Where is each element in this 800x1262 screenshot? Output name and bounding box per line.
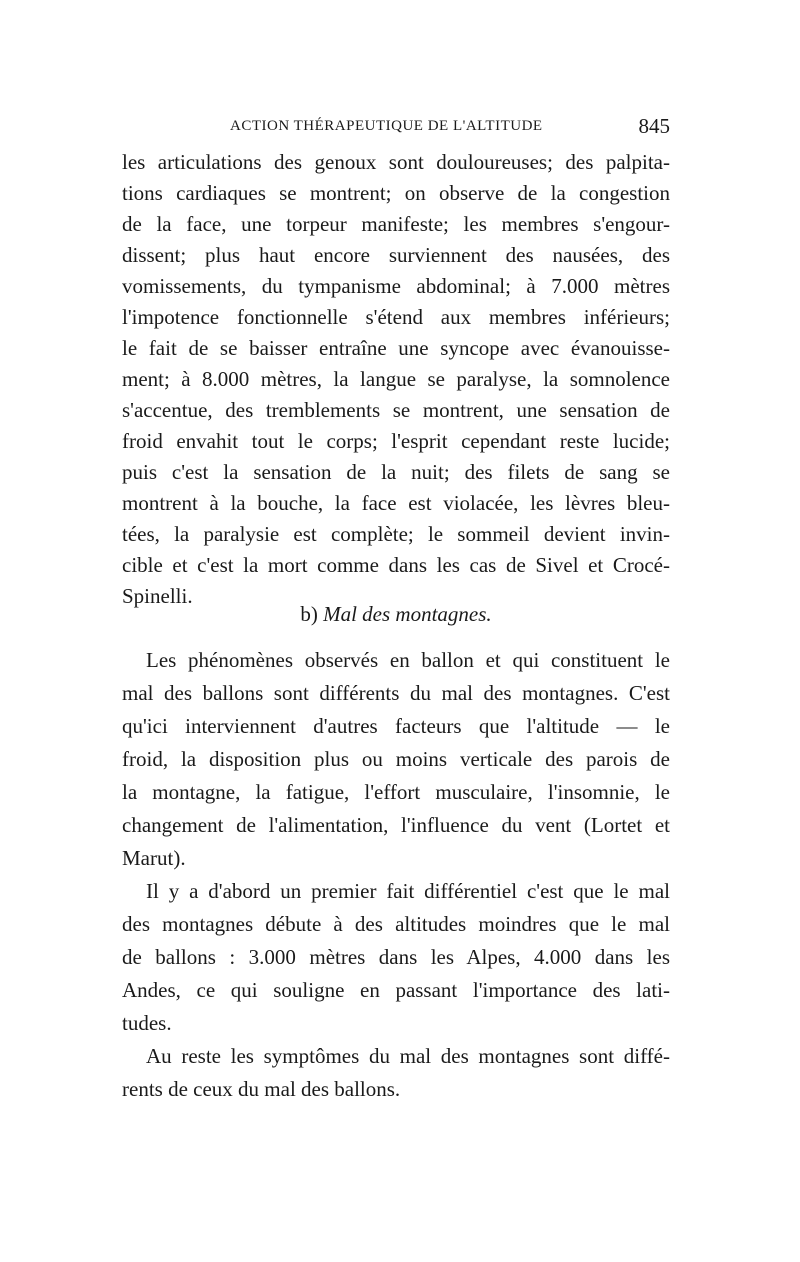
text-line: mal des ballons sont différents du mal des montagnes. C'est bbox=[122, 681, 670, 705]
text-line: cible et c'est la mort comme dans les cas de Sivel et Crocé- bbox=[122, 553, 670, 577]
text-line: les articulations des genoux sont douloureuses; des palpita- bbox=[122, 150, 670, 174]
text-line: rents de ceux du mal des ballons. bbox=[122, 1077, 401, 1101]
text-line: la montagne, la fatigue, l'effort musculaire, l'insomnie, le bbox=[122, 780, 670, 804]
text-line: qu'ici interviennent d'autres facteurs que l'altitude — le bbox=[122, 714, 670, 738]
text-line: Spinelli. bbox=[122, 584, 193, 608]
text-line: tudes. bbox=[122, 1011, 172, 1035]
text-line: de ballons : 3.000 mètres dans les Alpes, 4.000 dans les bbox=[122, 945, 670, 969]
text-line: Marut). bbox=[122, 846, 186, 870]
text-line: Andes, ce qui souligne en passant l'importance des lati- bbox=[122, 978, 670, 1002]
text-line: de la face, une torpeur manifeste; les membres s'engour- bbox=[122, 212, 670, 236]
page-number: 845 bbox=[638, 114, 670, 138]
text-line: puis c'est la sensation de la nuit; des filets de sang se bbox=[122, 460, 670, 484]
page-header bbox=[122, 114, 670, 144]
text-line: Au reste les symptômes du mal des montagnes sont diffé- bbox=[146, 1044, 670, 1068]
section-heading bbox=[122, 598, 670, 631]
text-line: vomissements, du tympanisme abdominal; à 7.000 mètres bbox=[122, 274, 670, 298]
text-line: froid envahit tout le corps; l'esprit cependant reste lucide; bbox=[122, 429, 670, 453]
running-title: ACTION THÉRAPEUTIQUE DE L'ALTITUDE bbox=[230, 118, 543, 134]
text-line: Les phénomènes observés en ballon et qui constituent le bbox=[146, 648, 670, 672]
text-line: dissent; plus haut encore surviennent des nausées, des bbox=[122, 243, 670, 267]
text-line: tées, la paralysie est complète; le sommeil devient invin- bbox=[122, 522, 670, 546]
text-line: le fait de se baisser entraîne une syncope avec évanouisse- bbox=[122, 336, 670, 360]
text-line: tions cardiaques se montrent; on observe de la congestion bbox=[122, 181, 670, 205]
text-line: froid, la disposition plus ou moins verticale des parois de bbox=[122, 747, 670, 771]
text-line: Il y a d'abord un premier fait différentiel c'est que le mal bbox=[146, 879, 670, 903]
text-line: ment; à 8.000 mètres, la langue se paralyse, la somnolence bbox=[122, 367, 670, 391]
text-line: montrent à la bouche, la face est violacée, les lèvres bleu- bbox=[122, 491, 670, 515]
text-line: changement de l'alimentation, l'influence du vent (Lortet et bbox=[122, 813, 670, 837]
section-title: Mal des montagnes. bbox=[323, 602, 492, 626]
text-line: l'impotence fonctionnelle s'étend aux membres inférieurs; bbox=[122, 305, 670, 329]
section-label: b) bbox=[300, 602, 318, 626]
text-line: des montagnes débute à des altitudes moindres que le mal bbox=[122, 912, 670, 936]
text-line: s'accentue, des tremblements se montrent, une sensation de bbox=[122, 398, 670, 422]
